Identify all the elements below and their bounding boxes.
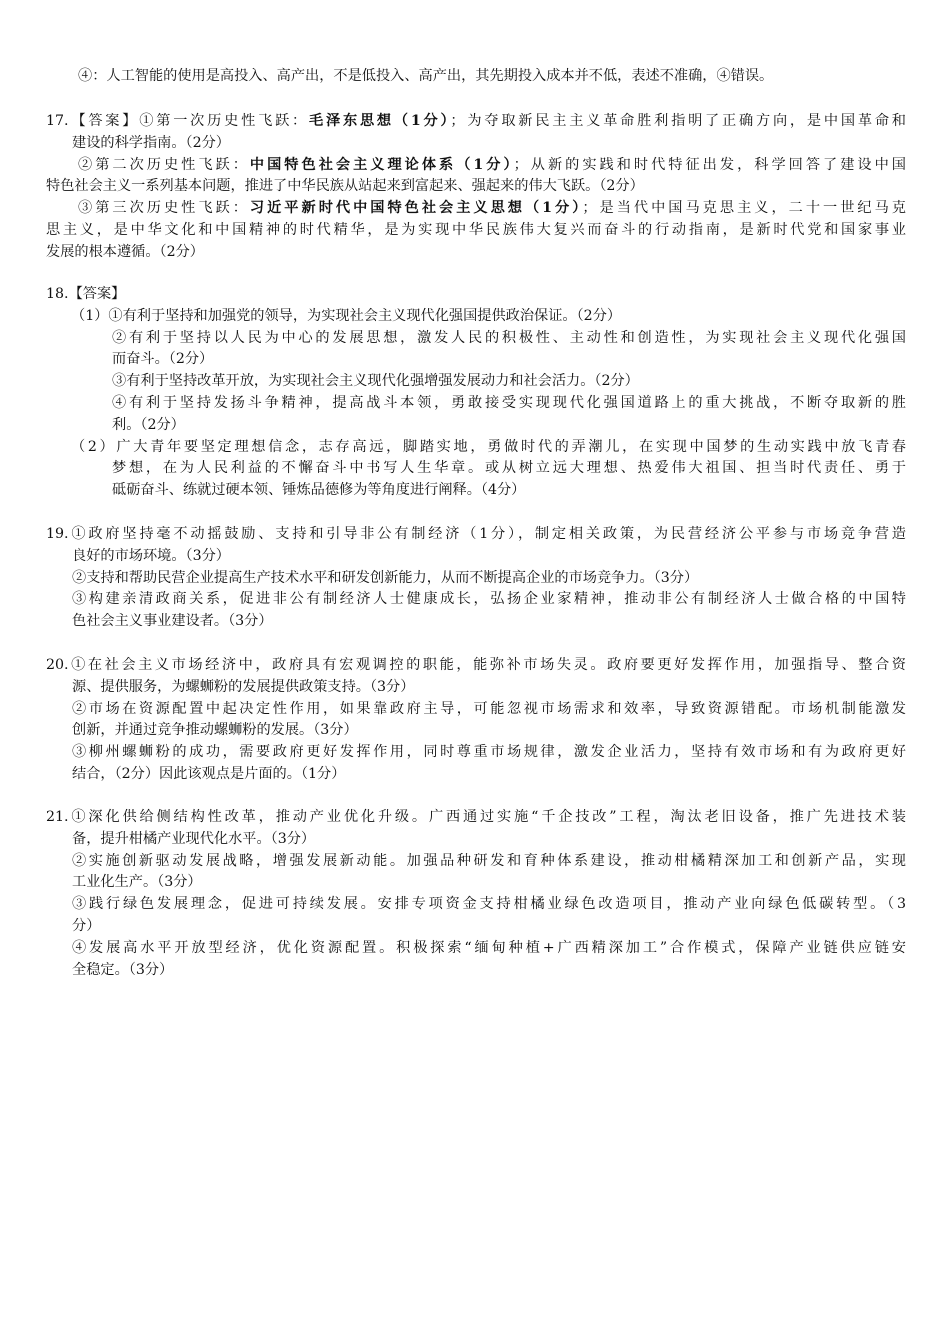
- answer-21-point-4-cont: 全稳定。（3分）: [72, 961, 174, 978]
- answer-20-point-3-cont: 结合，（2分）因此该观点是片面的。（1分）: [72, 765, 346, 782]
- answer-19-point-1-cont: 良好的市场环境。（3分）: [72, 547, 230, 564]
- answer-18-part-1-point-2-cont: 而奋斗。（2分）: [112, 351, 214, 368]
- answer-20-point-2: ②市场在资源配置中起决定性作用，如果靠政府主导，可能忽视市场需求和效率，导致资源错配。市场机制能激发: [72, 700, 906, 717]
- answer-18-part-1-point-3: ③有利于坚持改革开放，为实现社会主义现代化强增强发展动力和社会活力。（2分）: [112, 373, 639, 390]
- answer-21-point-3-cont: 分）: [72, 917, 101, 934]
- answer-17-point-2-cont: 特色社会主义一系列基本问题，推进了中华民族从站起来到富起来、强起来的伟大飞跃。（2分）: [46, 178, 644, 195]
- answer-17-point-3: ③第三次历史性飞跃：习近平新时代中国特色社会主义思想（1分）；是当代中国马克思主义，二十一世纪马克: [78, 200, 906, 217]
- answer-18-part-1-point-4: ④有利于坚持发扬斗争精神，提高战斗本领，勇敢接受实现现代化强国道路上的重大挑战，不断夺取新的胜: [112, 394, 906, 411]
- answer-17-keyword-3: 习近平新时代中国特色社会主义思想（1分）: [249, 200, 583, 217]
- answer-18-part-1-point-1: （1）①有利于坚持和加强党的领导，为实现社会主义现代化强国提供政治保证。（2分）: [71, 307, 622, 324]
- answer-21-point-2-cont: 工业化生产。（3分）: [72, 874, 202, 891]
- answer-19-point-2: ②支持和帮助民营企业提高生产技术水平和研发创新能力，从而不断提高企业的市场竞争力。（3分）: [72, 569, 699, 586]
- answer-21-point-1-cont: 备，提升柑橘产业现代化水平。（3分）: [72, 830, 316, 847]
- answer-18-header: 18.【答案】: [46, 286, 126, 302]
- answer-18-part-2-cont: 梦想，在为人民利益的不懈奋斗中书写人生华章。或从树立远大理想、热爱伟大祖国、担当时代责任、勇于: [112, 460, 906, 477]
- answer-19-point-3-cont: 色社会主义事业建设者。（3分）: [72, 613, 273, 630]
- answer-21-point-2: ②实施创新驱动发展战略，增强发展新动能。加强品种研发和育种体系建设，推动柑橘精深加工和创新产品，实现: [72, 852, 906, 869]
- answer-21-point-4: ④发展高水平开放型经济，优化资源配置。积极探索“缅甸种植+广西精深加工”合作模式，保障产业链供应链安: [72, 939, 906, 956]
- answer-17-point-3-cont: 思主义，是中华文化和中国精神的时代精华，是为实现中华民族伟大复兴而奋斗的行动指南，是新时代党和国家事业: [46, 221, 906, 238]
- answer-17-keyword-1: 毛泽东思想（1分）: [309, 113, 451, 129]
- answer-21-point-3: ③践行绿色发展理念，促进可持续发展。安排专项资金支持柑橘业绿色改造项目，推动产业向绿色低碳转型。（3: [72, 896, 906, 913]
- answer-17: [46, 111, 906, 264]
- answer-17-point-3-end: 发展的根本遵循。（2分）: [46, 243, 204, 260]
- answer-16-point-4: ④：人工智能的使用是高投入、高产出，不是低投入、高产出，其先期投入成本并不低，表述不准确，④错误。: [78, 68, 774, 84]
- answer-18-part-1-point-4-cont: 利。（2分）: [112, 416, 185, 433]
- answer-21: [46, 807, 906, 981]
- answer-19: [46, 524, 906, 633]
- answer-20-point-1-cont: 源、提供服务，为螺蛳粉的发展提供政策支持。（3分）: [72, 678, 415, 695]
- answer-17-point-1: 17.【答案】①第一次历史性飞跃：毛泽东思想（1分）；为夺取新民主主义革命胜利指明了正确方向，是中国革命和: [46, 113, 906, 129]
- answer-19-point-3: ③构建亲清政商关系，促进非公有制经济人士健康成长，弘扬企业家精神，推动非公有制经济人士做合格的中国特: [72, 591, 906, 608]
- answer-18-part-2: （2）广大青年要坚定理想信念，志存高远，脚踏实地，勇做时代的弄潮儿，在实现中国梦的生动实践中放飞青春: [71, 438, 906, 455]
- answer-21-point-1: 21.①深化供给侧结构性改革，推动产业优化升级。广西通过实施“千企技改”工程，淘汰老旧设备，推广先进技术装: [46, 809, 906, 825]
- answer-17-point-1-cont: 建设的科学指南。（2分）: [72, 134, 230, 151]
- answer-18-part-2-end: 砥砺奋斗、练就过硬本领、锤炼品德修为等角度进行阐释。（4分）: [112, 482, 526, 499]
- answer-17-point-2: ②第二次历史性飞跃：中国特色社会主义理论体系（1分）；从新的实践和时代特征出发，科学回答了建设中国: [78, 156, 906, 173]
- answer-18-part-1-point-2: ②有利于坚持以人民为中心的发展思想，激发人民的积极性、主动性和创造性，为实现社会主义现代化强国: [112, 329, 906, 346]
- answer-20-point-2-cont: 创新，并通过竞争推动螺蛳粉的发展。（3分）: [72, 722, 358, 739]
- answer-20: [46, 655, 906, 786]
- answer-20-point-1: 20.①在社会主义市场经济中，政府具有宏观调控的职能，能弥补市场失灵。政府要更好发挥作用，加强指导、整合资: [46, 657, 906, 673]
- answer-16-tail: [46, 66, 906, 88]
- answer-19-point-1: 19.①政府坚持毫不动摇鼓励、支持和引导非公有制经济（1分），制定相关政策，为民营经济公平参与市场竞争营造: [46, 526, 906, 542]
- answer-17-keyword-2: 中国特色社会主义理论体系（1分）: [249, 156, 514, 173]
- answer-20-point-3: ③柳州螺蛳粉的成功，需要政府更好发挥作用，同时尊重市场规律，激发企业活力，坚持有效市场和有为政府更好: [72, 744, 906, 761]
- answer-18: [46, 284, 906, 502]
